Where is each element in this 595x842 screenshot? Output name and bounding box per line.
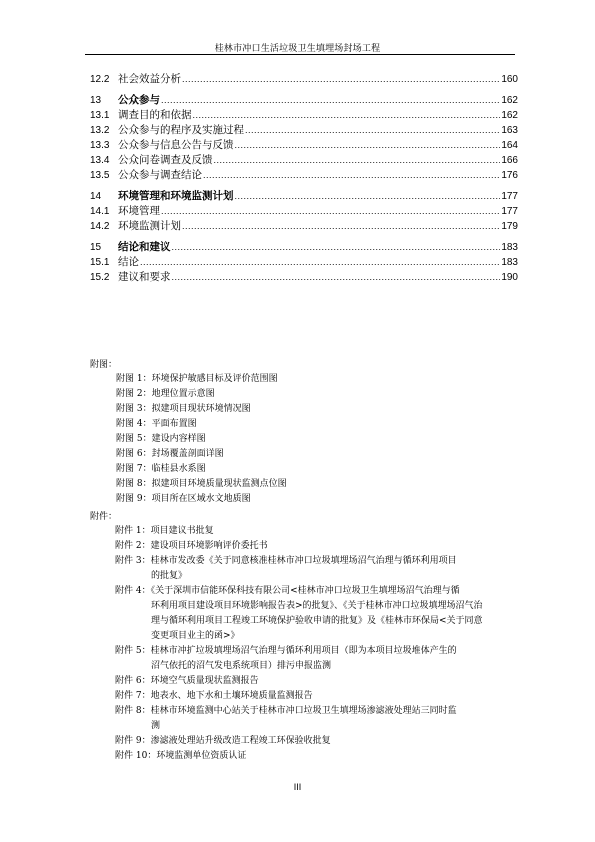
toc-title: 环境监测计划 xyxy=(118,220,181,232)
toc-title: 公众参与调查结论 xyxy=(118,169,202,181)
toc-number: 15.1 xyxy=(90,257,110,268)
toc-page-number: 164 xyxy=(501,140,518,151)
toc-number: 13.4 xyxy=(90,155,110,166)
attachment-text: 附件 9：渗滤液处理站升级改造工程竣工环保验收批复 xyxy=(115,736,331,746)
toc-title: 结论 xyxy=(118,256,139,268)
toc-page-number: 183 xyxy=(501,242,518,253)
toc-number: 15.2 xyxy=(90,272,110,283)
attachment-text-continued: 的批复》 xyxy=(151,571,188,581)
toc-entry[interactable] xyxy=(90,72,518,87)
toc-entry[interactable] xyxy=(90,204,518,219)
toc-entry[interactable] xyxy=(90,270,518,285)
attachment-item xyxy=(115,734,520,749)
toc-number: 13.3 xyxy=(90,140,110,151)
figure-item: 附图 4：平面布置图 xyxy=(116,419,197,429)
toc-entry[interactable] xyxy=(90,255,518,270)
toc-entry[interactable] xyxy=(90,108,518,123)
toc-number: 12.2 xyxy=(90,74,110,85)
toc-page-number: 177 xyxy=(501,206,518,217)
running-header-title: 桂林市冲口生活垃圾卫生填埋场封场工程 xyxy=(214,44,381,54)
attachment-item xyxy=(115,539,520,554)
attachment-text: 附件 2：建设项目环境影响评价委托书 xyxy=(115,541,268,551)
toc-number: 14.1 xyxy=(90,206,110,217)
attachment-text: 附件 4：《关于深圳市信能环保科技有限公司<桂林市冲口垃圾卫生填埋场沼气治理与循 xyxy=(115,586,460,596)
attachment-text: 附件 3：桂林市发改委《关于同意核准桂林市冲口垃圾填埋场沼气治理与循环利用项目 xyxy=(115,556,457,566)
attachment-item xyxy=(115,524,520,539)
toc-page-number: 162 xyxy=(501,95,518,106)
toc-leader-dots xyxy=(161,92,500,108)
toc-page-number: 160 xyxy=(501,74,518,85)
toc-title: 公众参与 xyxy=(118,94,160,106)
toc-number: 15 xyxy=(90,242,102,253)
toc-leader-dots xyxy=(161,204,500,219)
attachment-text: 附件 10：环境监测单位资质认证 xyxy=(115,751,247,761)
toc-entry[interactable] xyxy=(90,123,518,138)
toc-number: 14.2 xyxy=(90,221,110,232)
figure-item: 附图 3：拟建项目现状环境情况图 xyxy=(116,404,251,414)
attachment-item xyxy=(115,704,520,734)
attachment-item xyxy=(115,689,520,704)
toc-leader-dots xyxy=(140,255,500,270)
toc-entry[interactable] xyxy=(90,168,518,183)
attachment-text-continued: 理与循环利用项目工程竣工环境保护验收申请的批复》及《桂林市环保局<关于同意 xyxy=(151,616,483,626)
toc-title: 社会效益分析 xyxy=(118,73,181,85)
attachment-item xyxy=(115,749,520,764)
figures-heading: 附图： xyxy=(90,360,118,370)
figure-item: 附图 5：建设内容样图 xyxy=(116,434,206,444)
figure-item: 附图 1：环境保护敏感目标及评价范围图 xyxy=(116,374,278,384)
attachment-text-continued: 环利用项目建设项目环境影响报告表>的批复》、《关于桂林市冲口垃圾填埋场沼气治 xyxy=(151,601,483,611)
toc-number: 13 xyxy=(90,95,102,106)
toc-entry[interactable] xyxy=(90,239,518,255)
toc-entry[interactable] xyxy=(90,92,518,108)
toc-number: 13.5 xyxy=(90,170,110,181)
toc-number: 13.1 xyxy=(90,110,110,121)
attachment-text: 附件 8：桂林市环境监测中心站关于桂林市冲口垃圾卫生填埋场渗滤液处理站三同时监 xyxy=(115,706,457,716)
toc-leader-dots xyxy=(172,270,501,285)
attachment-item xyxy=(115,584,520,644)
toc-title: 公众参与信息公告与反馈 xyxy=(118,139,234,151)
attachment-item xyxy=(115,554,520,584)
toc-page-number: 183 xyxy=(501,257,518,268)
toc-leader-dots xyxy=(214,153,501,168)
toc-leader-dots xyxy=(182,219,500,234)
figure-item: 附图 9：项目所在区域水文地质图 xyxy=(116,494,251,504)
toc-page-number: 162 xyxy=(501,110,518,121)
page-number: III xyxy=(293,782,302,792)
figure-item: 附图 7：临桂县水系图 xyxy=(116,464,206,474)
toc-page-number: 166 xyxy=(501,155,518,166)
attachment-text: 附件 6：环境空气质量现状监测报告 xyxy=(115,676,259,686)
toc-leader-dots xyxy=(235,188,501,204)
toc-page-number: 190 xyxy=(501,272,518,283)
attachment-text-continued: 沼气依托的沼气发电系统项目）排污申报监测 xyxy=(151,661,332,671)
header-rule xyxy=(85,54,515,55)
toc-entry[interactable] xyxy=(90,153,518,168)
toc-leader-dots xyxy=(172,239,501,255)
attachment-text: 附件 5：桂林市冲扩垃圾填埋场沼气治理与循环利用项目（即为本项目垃圾堆体产生的 xyxy=(115,646,457,656)
toc-title: 建议和要求 xyxy=(118,271,171,283)
toc-page-number: 176 xyxy=(501,170,518,181)
toc-title: 调查目的和依据 xyxy=(118,109,192,121)
toc-number: 13.2 xyxy=(90,125,110,136)
toc-page-number: 177 xyxy=(501,191,518,202)
attachment-text: 附件 1：项目建议书批复 xyxy=(115,526,214,536)
toc-entry[interactable] xyxy=(90,219,518,234)
toc-leader-dots xyxy=(193,108,501,123)
attachment-text: 附件 7：地表水、地下水和土壤环境质量监测报告 xyxy=(115,691,313,701)
toc-title: 环境管理 xyxy=(118,205,160,217)
toc-leader-dots xyxy=(203,168,500,183)
toc-page-number: 179 xyxy=(501,221,518,232)
toc-title: 环境管理和环境监测计划 xyxy=(118,190,234,202)
attachment-text-continued: 变更项目业主的函>》 xyxy=(151,631,240,641)
figure-item: 附图 8：拟建项目环境质量现状监测点位图 xyxy=(116,479,287,489)
attachments-heading: 附件： xyxy=(90,512,118,522)
toc-leader-dots xyxy=(182,72,500,87)
toc-title: 公众问卷调查及反馈 xyxy=(118,154,213,166)
attachments-list xyxy=(90,510,520,764)
attachment-item xyxy=(115,674,520,689)
figure-item: 附图 2：地理位置示意图 xyxy=(116,389,215,399)
figure-item: 附图 6：封场覆盖剖面详图 xyxy=(116,449,224,459)
toc-entry[interactable] xyxy=(90,188,518,204)
toc-entry[interactable] xyxy=(90,138,518,153)
toc-leader-dots xyxy=(245,123,500,138)
toc-leader-dots xyxy=(235,138,501,153)
attachment-text-continued: 测 xyxy=(151,721,161,731)
table-of-contents xyxy=(90,72,518,285)
toc-title: 公众参与的程序及实施过程 xyxy=(118,124,244,136)
toc-page-number: 163 xyxy=(501,125,518,136)
figures-list xyxy=(90,358,520,507)
toc-number: 14 xyxy=(90,191,102,202)
attachment-item xyxy=(115,644,520,674)
toc-title: 结论和建议 xyxy=(118,241,171,253)
